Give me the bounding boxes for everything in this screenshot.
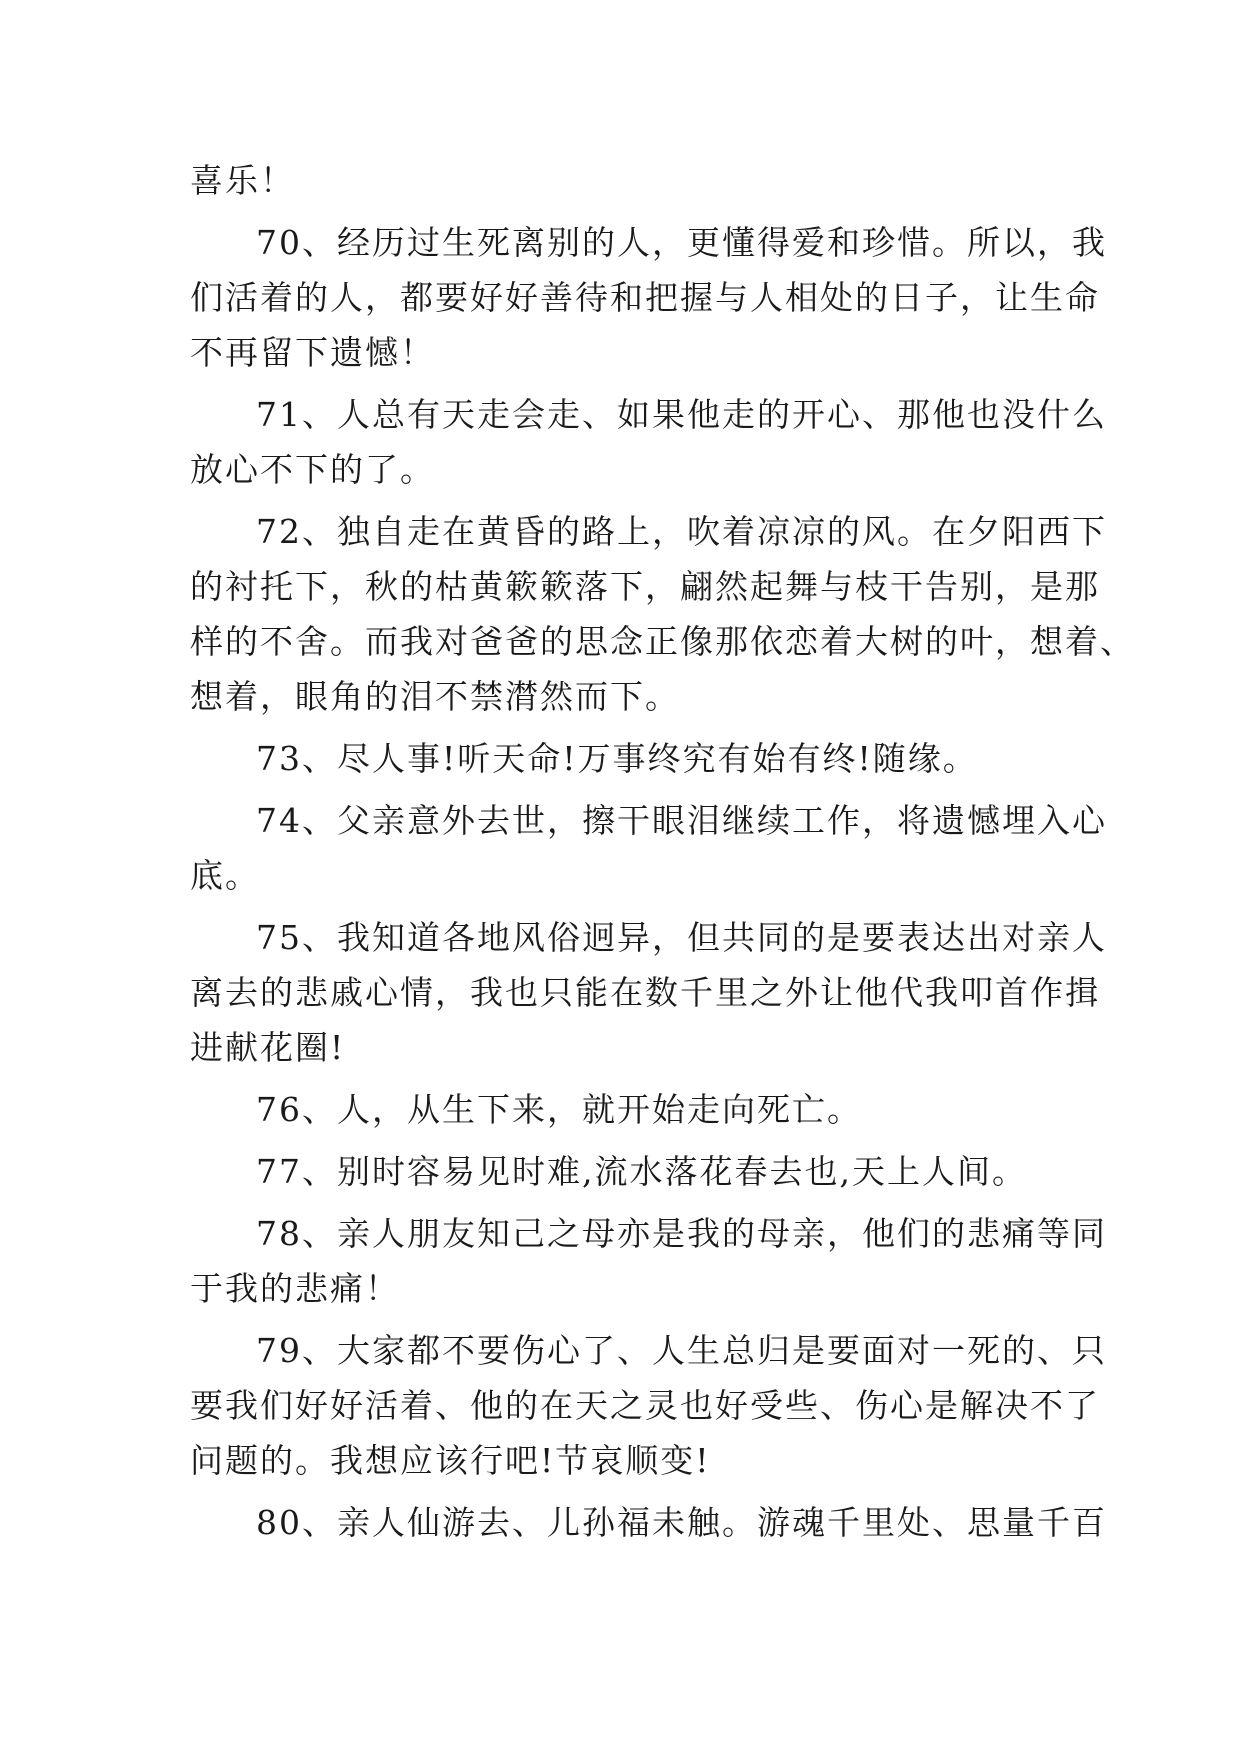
paragraph xyxy=(190,153,1050,208)
text-line: 72、独自走在黄昏的路上，吹着凉凉的风。在夕阳西下 xyxy=(256,512,1107,551)
paragraph-77 xyxy=(190,1144,1050,1199)
document-body xyxy=(190,153,1135,1550)
text-line: 73、尽人事!听天命!万事终究有始有终!随缘。 xyxy=(256,739,978,778)
paragraph-70 xyxy=(190,215,1107,380)
paragraph-74 xyxy=(190,793,1107,903)
text-line: 问题的。我想应该行吧!节哀顺变! xyxy=(190,1441,711,1480)
text-line: 71、人总有天走会走、如果他走的开心、那他也没什么 xyxy=(256,395,1107,434)
paragraph-71 xyxy=(190,387,1107,497)
text-line: 要我们好好活着、他的在天之灵也好受些、伤心是解决不了 xyxy=(190,1386,1100,1425)
text-line: 想着，眼角的泪不禁潸然而下。 xyxy=(190,677,680,716)
paragraph-75 xyxy=(190,910,1107,1075)
text-line: 78、亲人朋友知己之母亦是我的母亲，他们的悲痛等同 xyxy=(256,1214,1107,1253)
text-line: 80、亲人仙游去、儿孙福未触。游魂千里处、思量千百 xyxy=(256,1503,1107,1542)
text-line: 喜乐！ xyxy=(190,161,295,200)
paragraph-80 xyxy=(190,1495,1107,1550)
text-line: 放心不下的了。 xyxy=(190,450,435,489)
text-line: 底。 xyxy=(190,856,260,895)
text-line: 75、我知道各地风俗迥异，但共同的是要表达出对亲人 xyxy=(256,918,1107,957)
paragraph-79 xyxy=(190,1323,1107,1488)
text-line: 于我的悲痛！ xyxy=(190,1269,400,1308)
paragraph-72 xyxy=(190,504,1135,724)
text-line: 进献花圈! xyxy=(190,1028,346,1067)
text-line: 77、别时容易见时难,流水落花春去也,天上人间。 xyxy=(256,1152,1027,1191)
paragraph-78 xyxy=(190,1206,1107,1316)
text-line: 70、经历过生死离别的人，更懂得爱和珍惜。所以，我 xyxy=(256,223,1107,262)
text-line: 74、父亲意外去世，擦干眼泪继续工作，将遗憾埋入心 xyxy=(256,801,1107,840)
text-line: 76、人，从生下来，就开始走向死亡。 xyxy=(256,1090,862,1129)
paragraph-73 xyxy=(190,731,1050,786)
text-line: 不再留下遗憾！ xyxy=(190,333,435,372)
text-line: 离去的悲戚心情，我也只能在数千里之外让他代我叩首作揖 xyxy=(190,973,1100,1012)
text-line: 样的不舍。而我对爸爸的思念正像那依恋着大树的叶，想着、 xyxy=(190,622,1135,661)
paragraph-76 xyxy=(190,1082,1050,1137)
text-line: 的衬托下，秋的枯黄簌簌落下，翩然起舞与枝干告别，是那 xyxy=(190,567,1100,606)
text-line: 79、大家都不要伤心了、人生总归是要面对一死的、只 xyxy=(256,1331,1107,1370)
text-line: 们活着的人，都要好好善待和把握与人相处的日子，让生命 xyxy=(190,278,1100,317)
